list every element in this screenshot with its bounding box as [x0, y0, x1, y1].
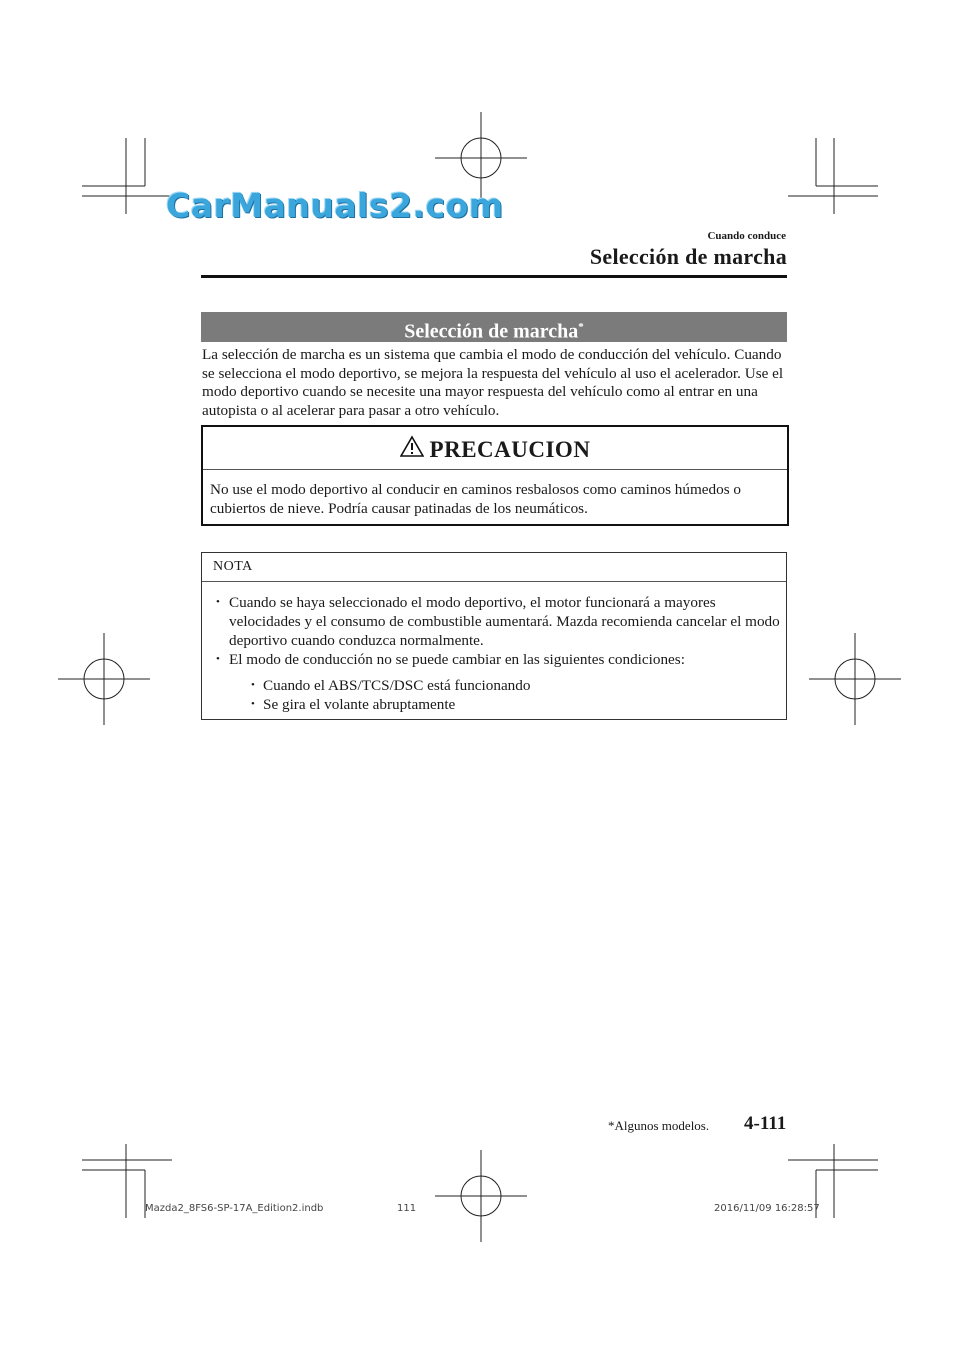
slug-page: 111 — [397, 1203, 417, 1214]
note-subitem-text: Se gira el volante abruptamente — [263, 696, 456, 713]
list-item — [212, 593, 780, 650]
header-rule — [201, 275, 787, 278]
note-sublist — [229, 676, 780, 714]
watermark-logo: CarManuals2.com — [166, 186, 504, 225]
caution-title: PRECAUCION — [429, 437, 591, 462]
note-label: NOTA — [213, 559, 253, 574]
note-item-text: El modo de conducción no se puede cambiar en las siguientes condiciones: — [229, 651, 685, 668]
page-number: 4-111 — [744, 1113, 787, 1134]
note-list — [212, 593, 780, 714]
note-box — [201, 552, 787, 720]
note-item-text: Cuando se haya seleccionado el modo deportivo, el motor funcionará a mayores velocidades y el consumo de combustible aumentará. Mazda recomienda cancelar el modo deportivo cuando conduzca normalmente. — [229, 594, 780, 649]
slug-datetime: 2016/11/09 16:28:57 — [714, 1203, 820, 1214]
note-subitem-text: Cuando el ABS/TCS/DSC está funcionando — [263, 677, 531, 694]
caution-box — [201, 425, 789, 526]
section-title-bar — [201, 312, 787, 342]
warning-triangle-icon — [400, 435, 424, 462]
list-item — [229, 676, 780, 695]
intro-paragraph: La selección de marcha es un sistema que cambia el modo de conducción del vehículo. Cuando se selecciona el modo deportivo, se mejora la respuesta del vehículo al uso el acelerador. Use el modo deportivo cuando se necesite una mayor respuesta del vehículo como al entrar en una autopista o al acelerar para pasar a otro vehículo. — [202, 346, 784, 419]
note-header — [202, 553, 786, 582]
slug-filename: Mazda2_8FS6-SP-17A_Edition2.indb — [145, 1203, 324, 1214]
page-header-title: Selección de marcha — [589, 244, 787, 269]
section-title: Selección de marcha — [404, 320, 579, 343]
caution-text: No use el modo deportivo al conducir en caminos resbalosos como caminos húmedos o cubiertos de nieve. Podría causar patinadas de los neumáticos. — [210, 481, 742, 517]
list-item — [212, 650, 780, 714]
chapter-label: Cuando conduce — [707, 230, 786, 242]
caution-header — [203, 427, 787, 470]
list-item — [229, 695, 780, 714]
section-asterisk: * — [578, 321, 584, 333]
footnote: *Algunos modelos. — [608, 1118, 710, 1133]
